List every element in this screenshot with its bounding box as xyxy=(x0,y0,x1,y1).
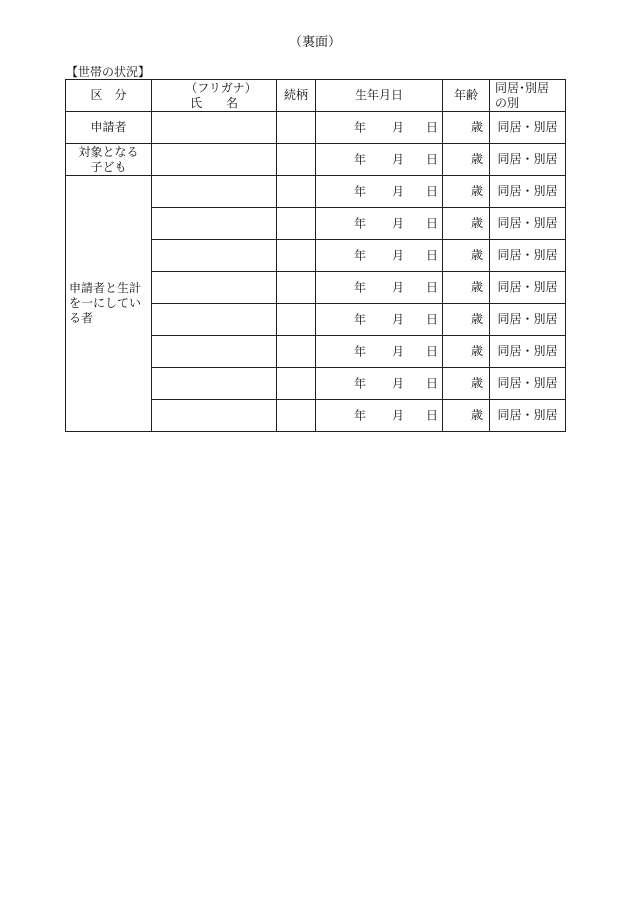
dob-year-label: 年 xyxy=(354,344,367,358)
residence-options: 同居・別居 xyxy=(497,248,558,262)
dob-field[interactable] xyxy=(316,144,443,176)
dob-year-label: 年 xyxy=(354,120,367,134)
dob-year-label: 年 xyxy=(354,152,367,166)
dob-day-label: 日 xyxy=(426,376,439,390)
age-field[interactable] xyxy=(443,176,490,208)
row-label-member xyxy=(66,176,152,432)
relationship-field[interactable] xyxy=(277,400,316,432)
relationship-field[interactable] xyxy=(277,304,316,336)
age-field[interactable] xyxy=(443,208,490,240)
age-unit-label: 歳 xyxy=(470,408,483,422)
dob-month-label: 月 xyxy=(392,376,405,390)
dob-field[interactable] xyxy=(316,240,443,272)
age-field[interactable] xyxy=(443,272,490,304)
dob-day-label: 日 xyxy=(426,248,439,262)
dob-year-label: 年 xyxy=(354,376,367,390)
name-field[interactable] xyxy=(152,272,277,304)
residence-options: 同居・別居 xyxy=(497,312,558,326)
dob-month-label: 月 xyxy=(392,184,405,198)
member-row xyxy=(66,176,566,208)
dob-day-label: 日 xyxy=(426,312,439,326)
dob-year-label: 年 xyxy=(354,312,367,326)
age-unit-label: 歳 xyxy=(470,248,483,262)
dob-day-label: 日 xyxy=(426,184,439,198)
age-field[interactable] xyxy=(443,368,490,400)
age-field[interactable] xyxy=(443,336,490,368)
relationship-field[interactable] xyxy=(277,336,316,368)
dob-year-label: 年 xyxy=(354,408,367,422)
age-unit-label: 歳 xyxy=(470,152,483,166)
residence-field[interactable] xyxy=(490,336,566,368)
age-unit-label: 歳 xyxy=(470,344,483,358)
relationship-field[interactable] xyxy=(277,240,316,272)
header-age: 年齢 xyxy=(443,80,490,112)
dob-field[interactable] xyxy=(316,112,443,144)
dob-month-label: 月 xyxy=(392,216,405,230)
name-field[interactable] xyxy=(152,240,277,272)
age-field[interactable] xyxy=(443,400,490,432)
relationship-field[interactable] xyxy=(277,368,316,400)
dob-field[interactable] xyxy=(316,400,443,432)
dob-year-label: 年 xyxy=(354,184,367,198)
age-unit-label: 歳 xyxy=(470,120,483,134)
age-field[interactable] xyxy=(443,144,490,176)
residence-options: 同居・別居 xyxy=(497,280,558,294)
age-unit-label: 歳 xyxy=(470,216,483,230)
relationship-field[interactable] xyxy=(277,112,316,144)
dob-month-label: 月 xyxy=(392,408,405,422)
age-field[interactable] xyxy=(443,304,490,336)
row-label-child xyxy=(66,144,152,176)
residence-options: 同居・別居 xyxy=(497,216,558,230)
row-label-member-line2: を一にしてい xyxy=(69,296,142,310)
header-dob: 生年月日 xyxy=(316,80,443,112)
age-unit-label: 歳 xyxy=(470,312,483,326)
applicant-row xyxy=(66,112,566,144)
residence-field[interactable] xyxy=(490,240,566,272)
dob-month-label: 月 xyxy=(392,152,405,166)
residence-options: 同居・別居 xyxy=(497,344,558,358)
name-field[interactable] xyxy=(152,336,277,368)
residence-field[interactable] xyxy=(490,208,566,240)
residence-field[interactable] xyxy=(490,144,566,176)
header-row xyxy=(66,80,566,112)
residence-field[interactable] xyxy=(490,272,566,304)
dob-field[interactable] xyxy=(316,368,443,400)
dob-day-label: 日 xyxy=(426,280,439,294)
dob-day-label: 日 xyxy=(426,120,439,134)
dob-day-label: 日 xyxy=(426,216,439,230)
dob-month-label: 月 xyxy=(392,280,405,294)
age-field[interactable] xyxy=(443,240,490,272)
dob-month-label: 月 xyxy=(392,248,405,262)
residence-field[interactable] xyxy=(490,304,566,336)
residence-options: 同居・別居 xyxy=(497,376,558,390)
name-field[interactable] xyxy=(152,400,277,432)
relationship-field[interactable] xyxy=(277,144,316,176)
name-field[interactable] xyxy=(152,208,277,240)
name-field[interactable] xyxy=(152,144,277,176)
dob-field[interactable] xyxy=(316,272,443,304)
dob-month-label: 月 xyxy=(392,312,405,326)
header-name-furigana: （フリガナ） xyxy=(185,80,257,95)
dob-month-label: 月 xyxy=(392,120,405,134)
dob-field[interactable] xyxy=(316,176,443,208)
row-label-member-line1: 申請者と生計 xyxy=(69,281,142,295)
residence-options: 同居・別居 xyxy=(497,120,558,134)
dob-year-label: 年 xyxy=(354,216,367,230)
row-label-child-line1: 対象となる xyxy=(78,144,139,159)
dob-day-label: 日 xyxy=(426,344,439,358)
household-table xyxy=(65,79,566,432)
age-unit-label: 歳 xyxy=(470,184,483,198)
relationship-field[interactable] xyxy=(277,208,316,240)
dob-day-label: 日 xyxy=(426,152,439,166)
header-residence-line1: 同居･別居 xyxy=(495,80,550,95)
row-label-child-line2: 子ども xyxy=(90,159,127,174)
residence-options: 同居・別居 xyxy=(497,408,558,422)
dob-day-label: 日 xyxy=(426,408,439,422)
residence-field[interactable] xyxy=(490,112,566,144)
relationship-field[interactable] xyxy=(277,272,316,304)
dob-field[interactable] xyxy=(316,304,443,336)
dob-field[interactable] xyxy=(316,336,443,368)
residence-field[interactable] xyxy=(490,368,566,400)
dob-year-label: 年 xyxy=(354,280,367,294)
section-title: 【世帯の状況】 xyxy=(66,65,151,79)
age-unit-label: 歳 xyxy=(470,376,483,390)
age-unit-label: 歳 xyxy=(470,280,483,294)
header-name xyxy=(152,80,277,112)
residence-options: 同居・別居 xyxy=(497,152,558,166)
relationship-field[interactable] xyxy=(277,176,316,208)
name-field[interactable] xyxy=(152,176,277,208)
header-residence-line2: の別 xyxy=(495,95,520,110)
row-label-member-line3: る者 xyxy=(69,311,94,325)
name-field[interactable] xyxy=(152,304,277,336)
header-residence xyxy=(490,80,566,112)
child-row xyxy=(66,144,566,176)
name-field[interactable] xyxy=(152,368,277,400)
row-label-applicant: 申請者 xyxy=(66,112,152,144)
page-side-label: （裏面） xyxy=(288,35,341,50)
header-kubun: 区 分 xyxy=(66,80,152,112)
header-name-label: 氏 名 xyxy=(189,95,238,110)
residence-options: 同居・別居 xyxy=(497,184,558,198)
dob-month-label: 月 xyxy=(392,344,405,358)
name-field[interactable] xyxy=(152,112,277,144)
header-relationship: 続柄 xyxy=(277,80,316,112)
residence-field[interactable] xyxy=(490,400,566,432)
dob-field[interactable] xyxy=(316,208,443,240)
age-field[interactable] xyxy=(443,112,490,144)
residence-field[interactable] xyxy=(490,176,566,208)
dob-year-label: 年 xyxy=(354,248,367,262)
